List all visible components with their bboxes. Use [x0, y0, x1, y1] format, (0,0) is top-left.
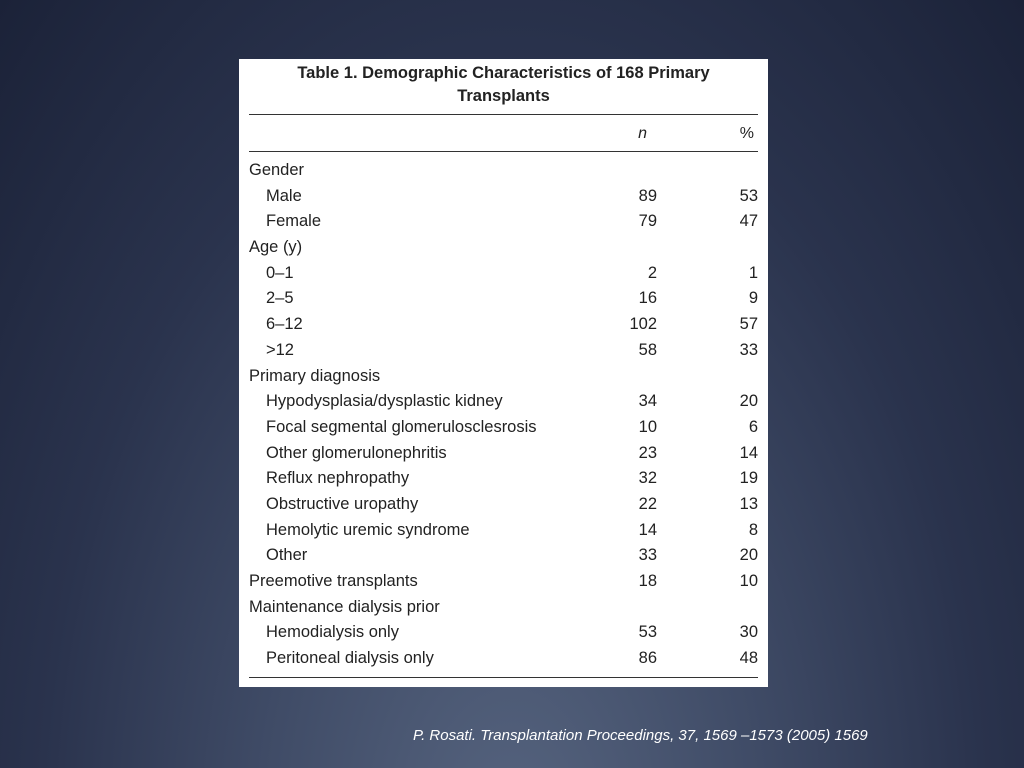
row-label: Gender	[249, 161, 305, 179]
row-label: 0–1	[266, 263, 294, 282]
row-percent-value: 48	[739, 649, 758, 668]
row-n-value: 53	[638, 623, 657, 642]
row-percent-value: 9	[748, 289, 758, 308]
table-title-line2: Transplants	[457, 87, 550, 105]
table-row	[249, 286, 758, 312]
row-label: Hypodysplasia/dysplastic kidney	[266, 392, 503, 411]
table-row	[249, 364, 758, 390]
table-row	[249, 338, 758, 364]
row-n-value: 79	[638, 212, 657, 231]
row-label: Age (y)	[249, 238, 303, 257]
row-n-value: 14	[638, 520, 657, 539]
row-percent-value: 19	[739, 469, 758, 488]
table-row	[249, 209, 758, 235]
row-label: Hemolytic uremic syndrome	[266, 520, 470, 539]
top-rule	[249, 114, 758, 115]
bottom-rule	[249, 677, 758, 678]
row-n-value: 10	[638, 417, 657, 436]
row-label: 6–12	[266, 315, 303, 334]
table-row	[249, 569, 758, 595]
table-row	[249, 261, 758, 287]
row-label: Other glomerulonephritis	[266, 443, 447, 462]
table-row	[249, 543, 758, 569]
row-percent-value: 47	[739, 212, 758, 231]
row-label: >12	[266, 340, 294, 359]
row-label: Focal segmental glomerulosclesrosis	[266, 417, 537, 436]
table-row	[249, 518, 758, 544]
row-label: Hemodialysis only	[266, 623, 399, 642]
row-percent-value: 8	[748, 520, 758, 539]
table-row	[249, 646, 758, 672]
row-label: Reflux nephropathy	[266, 469, 410, 488]
row-percent-value: 1	[748, 263, 758, 282]
row-label: Preemotive transplants	[249, 572, 418, 590]
table-row	[249, 312, 758, 338]
row-n-value: 34	[638, 392, 657, 411]
row-percent-value: 10	[739, 572, 758, 590]
table-row	[249, 620, 758, 646]
row-percent-value: 20	[739, 546, 758, 565]
table-row	[249, 184, 758, 210]
row-percent-value: 53	[739, 186, 758, 205]
row-n-value: 58	[638, 340, 657, 359]
row-n-value: 32	[638, 469, 657, 488]
table-row	[249, 389, 758, 415]
row-label: Other	[266, 546, 308, 565]
row-percent-value: 33	[739, 340, 758, 359]
table-row	[249, 492, 758, 518]
row-label: 2–5	[266, 289, 294, 308]
row-label: Primary diagnosis	[249, 366, 381, 385]
row-label: Female	[266, 212, 322, 231]
row-n-value: 23	[638, 443, 657, 462]
row-n-value: 89	[638, 186, 657, 205]
header-rule	[249, 151, 758, 152]
row-n-value: 18	[638, 572, 657, 590]
row-percent-value: 13	[739, 494, 758, 513]
table-title-line1: Table 1. Demographic Characteristics of 168 Primary	[297, 64, 710, 82]
row-label: Male	[266, 186, 302, 205]
row-label: Obstructive uropathy	[266, 494, 419, 513]
row-percent-value: 6	[748, 417, 758, 436]
row-n-value: 33	[638, 546, 657, 565]
table-row	[249, 595, 758, 621]
table-row	[249, 415, 758, 441]
row-n-value: 102	[629, 315, 657, 334]
row-label: Peritoneal dialysis only	[266, 649, 434, 668]
table-row	[249, 441, 758, 467]
row-n-value: 86	[638, 649, 657, 668]
table-row	[249, 158, 758, 184]
row-percent-value: 20	[739, 392, 758, 411]
table-body	[249, 158, 758, 672]
table-row	[249, 235, 758, 261]
row-n-value: 16	[638, 289, 657, 308]
row-percent-value: 30	[739, 623, 758, 642]
row-percent-value: 14	[739, 443, 758, 462]
column-header-n: n	[638, 125, 647, 142]
table-card	[239, 59, 768, 687]
column-header-percent: %	[739, 125, 754, 142]
table-row	[249, 466, 758, 492]
citation: P. Rosati. Transplantation Proceedings, 37, 1569 –1573 (2005) 1569	[413, 727, 868, 744]
row-n-value: 2	[647, 263, 657, 282]
row-label: Maintenance dialysis prior	[249, 597, 440, 616]
row-percent-value: 57	[739, 315, 758, 334]
row-n-value: 22	[638, 494, 657, 513]
table-title	[249, 59, 758, 108]
